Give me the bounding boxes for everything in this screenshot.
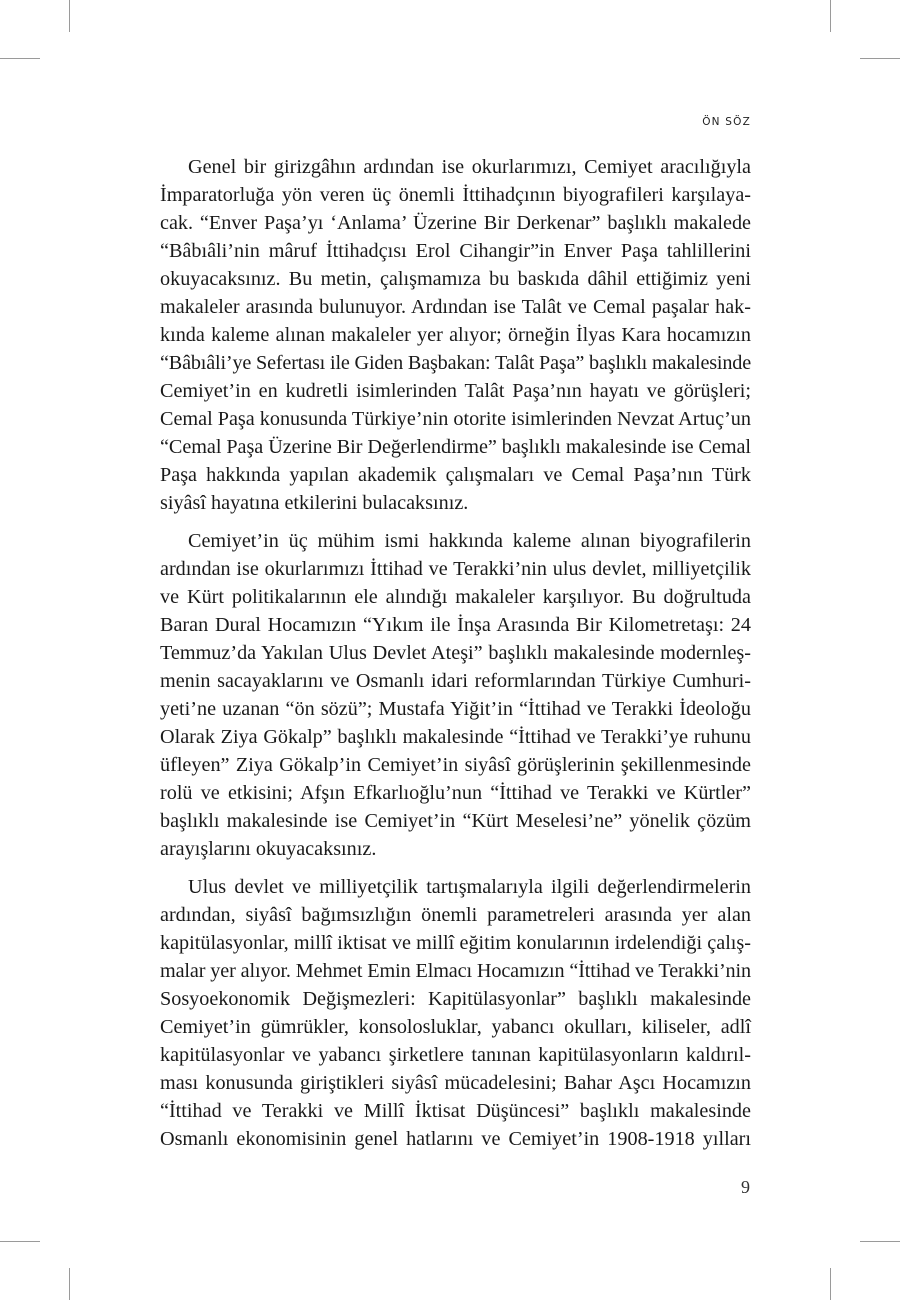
text-line: ması konusunda giriştikleri siyâsî mücadelesini; Bahar Aşcı Hocamızın <box>160 1072 751 1094</box>
text-line: üfleyen” Ziya Gökalp’in Cemiyet’in siyâsî görüşlerinin şekillenmesinde <box>160 754 751 776</box>
text-line: “Cemal Paşa Üzerine Bir Değerlendirme” başlıklı makalesinde ise Cemal <box>160 436 751 458</box>
text-line: siyâsî hayatına etkilerini bulacaksınız. <box>160 492 469 514</box>
crop-mark <box>860 58 900 59</box>
text-line: Paşa hakkında yapılan akademik çalışmaları ve Cemal Paşa’nın Türk <box>160 464 751 486</box>
text-line: İmparatorluğa yön veren üç önemli İttihadçının biyografileri karşılaya- <box>160 184 751 206</box>
text-line: kapitülasyonlar ve yabancı şirketlere tanınan kapitülasyonların kaldırıl- <box>160 1044 751 1066</box>
body-text <box>160 153 751 1163</box>
crop-mark <box>830 1268 831 1300</box>
crop-mark <box>860 1241 900 1242</box>
paragraph <box>160 527 751 863</box>
text-line: makaleler arasında bulunuyor. Ardından ise Talât ve Cemal paşalar hak- <box>160 296 751 318</box>
paragraph <box>160 153 751 517</box>
text-line: Baran Dural Hocamızın “Yıkım ile İnşa Arasında Bir Kilometretaşı: 24 <box>160 614 751 636</box>
text-line: malar yer alıyor. Mehmet Emin Elmacı Hocamızın “İttihad ve Terakki’nin <box>160 960 751 982</box>
text-line: arayışlarını okuyacaksınız. <box>160 838 377 860</box>
text-line: Sosyoekonomik Değişmezleri: Kapitülasyonlar” başlıklı makalesinde <box>160 988 751 1010</box>
text-line: Cemiyet’in en kudretli isimlerinden Talât Paşa’nın hayatı ve görüşleri; <box>160 380 751 402</box>
text-line: cak. “Enver Paşa’yı ‘Anlama’ Üzerine Bir Derkenar” başlıklı makalede <box>160 212 751 234</box>
text-line: ardından ise okurlarımızı İttihad ve Terakki’nin ulus devlet, milliyetçilik <box>160 558 751 580</box>
text-line: Genel bir girizgâhın ardından ise okurlarımızı, Cemiyet aracılığıyla <box>188 156 751 178</box>
text-line: Olarak Ziya Gökalp” başlıklı makalesinde “İttihad ve Terakki’ye ruhunu <box>160 726 751 748</box>
text-line: “İttihad ve Terakki ve Millî İktisat Düşüncesi” başlıklı makalesinde <box>160 1100 751 1122</box>
text-line: Temmuz’da Yakılan Ulus Devlet Ateşi” başlıklı makalesinde modernleş- <box>160 642 751 664</box>
text-line: menin sacayaklarını ve Osmanlı idari reformlarından Türkiye Cumhuri- <box>160 670 751 692</box>
text-line: “Bâbıâli’nin mâruf İttihadçısı Erol Cihangir”in Enver Paşa tahlillerini <box>160 240 751 262</box>
text-line: Cemiyet’in üç mühim ismi hakkında kaleme alınan biyografilerin <box>188 530 751 552</box>
page-number: 9 <box>741 1177 750 1197</box>
text-line: “Bâbıâli’ye Sefertası ile Giden Başbakan: Talât Paşa” başlıklı makalesinde <box>160 352 751 374</box>
crop-mark <box>69 1268 70 1300</box>
text-line: rolü ve etkisini; Afşın Efkarlıoğlu’nun “İttihad ve Terakki ve Kürtler” <box>160 782 751 804</box>
paragraph <box>160 873 751 1153</box>
crop-mark <box>69 0 70 32</box>
crop-mark <box>0 58 40 59</box>
text-line: ardından, siyâsî bağımsızlığın önemli parametreleri arasında yer alan <box>160 904 751 926</box>
text-line: Cemal Paşa konusunda Türkiye’nin otorite isimlerinden Nevzat Artuç’un <box>160 408 751 430</box>
crop-mark <box>830 0 831 32</box>
text-line: kapitülasyonlar, millî iktisat ve millî eğitim konularının irdelendiği çalış- <box>160 932 751 954</box>
text-line: ve Kürt politikalarının ele alındığı makaleler karşılıyor. Bu doğrultuda <box>160 586 751 608</box>
crop-mark <box>0 1241 40 1242</box>
text-line: kında kaleme alınan makaleler yer alıyor; örneğin İlyas Kara hocamızın <box>160 324 751 346</box>
text-line: Cemiyet’in gümrükler, konsolosluklar, yabancı okulları, kiliseler, adlî <box>160 1016 751 1038</box>
text-line: okuyacaksınız. Bu metin, çalışmamıza bu baskıda dâhil ettiğimiz yeni <box>160 268 751 290</box>
text-line: yeti’ne uzanan “ön sözü”; Mustafa Yiğit’in “İttihad ve Terakki İdeoloğu <box>160 698 751 720</box>
text-line: Osmanlı ekonomisinin genel hatlarını ve Cemiyet’in 1908-1918 yılları <box>160 1128 751 1150</box>
text-line: başlıklı makalesinde ise Cemiyet’in “Kürt Meselesi’ne” yönelik çözüm <box>160 810 751 832</box>
text-line: Ulus devlet ve milliyetçilik tartışmalarıyla ilgili değerlendirmelerin <box>188 876 751 898</box>
running-head: ÖN SÖZ <box>702 116 751 128</box>
